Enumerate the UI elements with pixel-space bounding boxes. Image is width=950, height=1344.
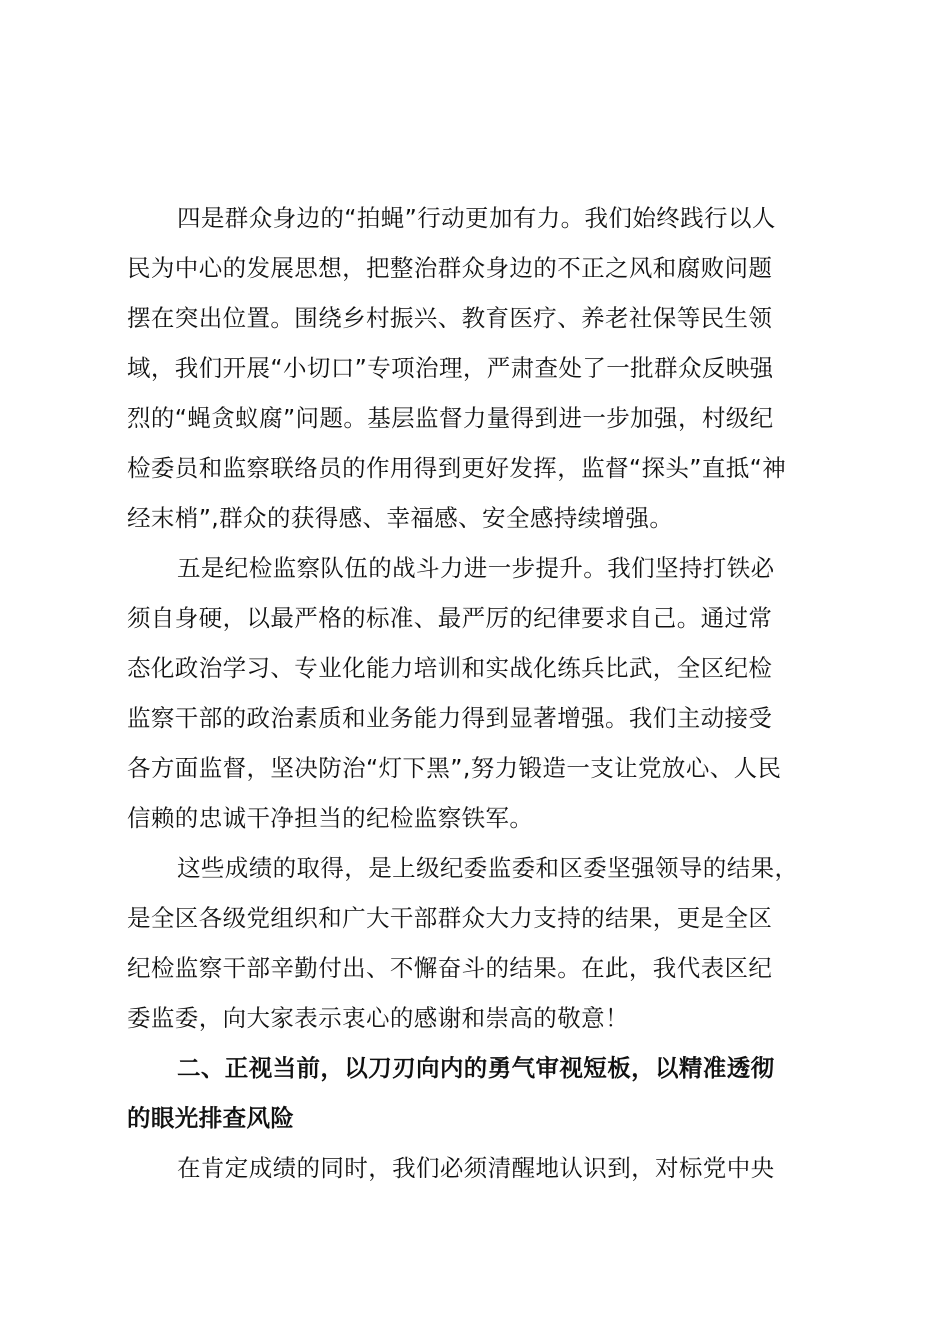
paragraph-acknowledgement [127, 843, 827, 1043]
text-line: 须自身硬，以最严格的标准、最严厉的纪律要求自己。通过常 [127, 604, 773, 632]
document-body [127, 193, 827, 1193]
text-line: 态化政治学习、专业化能力培训和实战化练兵比武，全区纪检 [127, 654, 773, 682]
text-line: 民为中心的发展思想，把整治群众身边的不正之风和腐败问题 [127, 254, 773, 282]
text-line: 委监委，向大家表示衷心的感谢和崇高的敬意！ [127, 1004, 629, 1032]
text-line: 信赖的忠诚干净担当的纪检监察铁军。 [127, 804, 534, 832]
paragraph-flies-campaign [127, 193, 827, 543]
text-line: 各方面监督，坚决防治“灯下黑”,努力锻造一支让党放心、人民 [127, 754, 782, 782]
text-line: 纪检监察干部辛勤付出、不懈奋斗的结果。在此，我代表区纪 [127, 954, 773, 982]
text-line: 烈的“蝇贪蚁腐”问题。基层监督力量得到进一步加强，村级纪 [127, 404, 774, 432]
heading-line: 二、正视当前，以刀刃向内的勇气审视短板，以精准透彻 [177, 1054, 775, 1082]
text-line: 摆在突出位置。围绕乡村振兴、教育医疗、养老社保等民生领 [127, 304, 773, 332]
section-heading-2 [127, 1043, 827, 1143]
text-line: 这些成绩的取得，是上级纪委监委和区委坚强领导的结果， [177, 854, 799, 882]
text-line: 检委员和监察联络员的作用得到更好发挥，监督“探头”直抵“神 [127, 454, 787, 482]
paragraph-team-capability [127, 543, 827, 843]
text-line: 域，我们开展“小切口”专项治理，严肃查处了一批群众反映强 [127, 354, 774, 382]
text-line: 在肯定成绩的同时，我们必须清醒地认识到，对标党中央 [177, 1154, 775, 1182]
paragraph-shortcomings-intro [127, 1143, 827, 1193]
text-line: 四是群众身边的“拍蝇”行动更加有力。我们始终践行以人 [177, 204, 776, 232]
text-line: 五是纪检监察队伍的战斗力进一步提升。我们坚持打铁必 [177, 554, 775, 582]
text-line: 是全区各级党组织和广大干部群众大力支持的结果，更是全区 [127, 904, 773, 932]
heading-line: 的眼光排查风险 [127, 1104, 295, 1132]
text-line: 经末梢”,群众的获得感、幸福感、安全感持续增强。 [127, 504, 674, 532]
text-line: 监察干部的政治素质和业务能力得到显著增强。我们主动接受 [127, 704, 773, 732]
